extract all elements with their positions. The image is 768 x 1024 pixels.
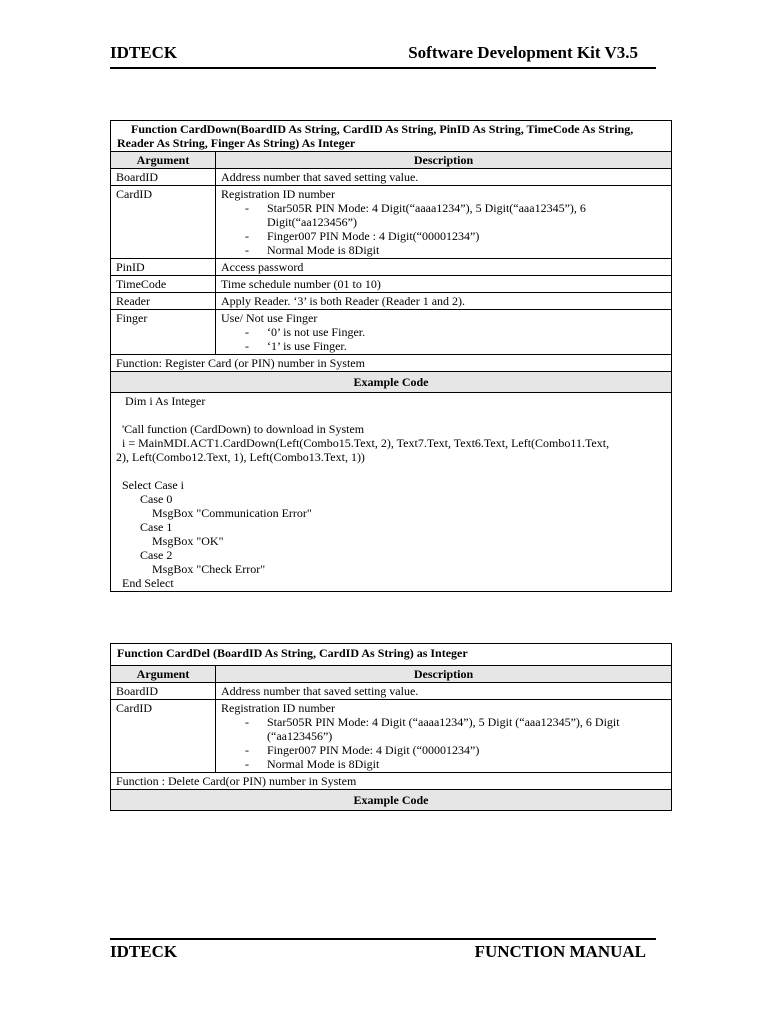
example-code-header: Example Code bbox=[111, 790, 672, 811]
description-list bbox=[221, 715, 666, 771]
description-list bbox=[221, 201, 666, 257]
argument-description bbox=[216, 700, 672, 773]
list-item: - Star505R PIN Mode: 4 Digit(“aaaa1234”), 5 Digit(“aaa12345”), 6 Digit(“aa123456”) bbox=[245, 201, 666, 229]
function-summary: Function : Delete Card(or PIN) number in System bbox=[111, 773, 672, 790]
table-row bbox=[111, 700, 672, 773]
carddown-signature: Function CardDown(BoardID As String, CardID As String, PinID As String, TimeCode As String, Reader As String, Finger As String) As Integer bbox=[111, 121, 672, 152]
argument-name: Finger bbox=[111, 310, 216, 355]
list-item: - ‘0’ is not use Finger. bbox=[245, 325, 666, 339]
argument-name: BoardID bbox=[111, 169, 216, 186]
footer-brand: IDTECK bbox=[110, 942, 178, 961]
table-row bbox=[111, 310, 672, 355]
argument-description: Access password bbox=[216, 259, 672, 276]
column-header-argument: Argument bbox=[111, 666, 216, 683]
argument-description: Address number that saved setting value. bbox=[216, 683, 672, 700]
argument-name: Reader bbox=[111, 293, 216, 310]
table-row bbox=[111, 186, 672, 259]
list-item: - Finger007 PIN Mode: 4 Digit (“00001234”) bbox=[245, 743, 666, 757]
argument-description: Apply Reader. ‘3’ is both Reader (Reader 1 and 2). bbox=[216, 293, 672, 310]
example-code-block: Dim i As Integer 'Call function (CardDown) to download in System i = MainMDI.ACT1.CardDown(Left(Combo15.Text, 2), Text7.Text, Text6.Text, Left(Combo11.Text, 2), Left(Combo12.Text, 1), Left(Combo13.Text, 1)) Select Case i Case 0 MsgBox "Communication Error" Case 1 MsgBox "OK" Case 2 MsgBox "Check Error" End Select bbox=[111, 393, 672, 592]
description-text: Registration ID number bbox=[221, 701, 335, 715]
list-item: - Finger007 PIN Mode : 4 Digit(“00001234”) bbox=[245, 229, 666, 243]
list-item: - Normal Mode is 8Digit bbox=[245, 757, 666, 771]
column-header-description: Description bbox=[216, 152, 672, 169]
header-rule bbox=[110, 67, 656, 69]
table-row bbox=[111, 169, 672, 186]
argument-name: BoardID bbox=[111, 683, 216, 700]
description-text: Use/ Not use Finger bbox=[221, 311, 318, 325]
carddel-signature: Function CardDel (BoardID As String, CardID As String) as Integer bbox=[111, 644, 672, 666]
argument-name: TimeCode bbox=[111, 276, 216, 293]
list-item: - ‘1’ is use Finger. bbox=[245, 339, 666, 353]
carddel-table bbox=[110, 643, 672, 811]
list-item: - Normal Mode is 8Digit bbox=[245, 243, 666, 257]
carddown-table bbox=[110, 120, 672, 592]
argument-description: Address number that saved setting value. bbox=[216, 169, 672, 186]
footer-title: FUNCTION MANUAL bbox=[474, 942, 646, 961]
description-text: Registration ID number bbox=[221, 187, 335, 201]
argument-name: PinID bbox=[111, 259, 216, 276]
header-title: Software Development Kit V3.5 bbox=[408, 43, 638, 62]
argument-name: CardID bbox=[111, 700, 216, 773]
example-code-header: Example Code bbox=[111, 372, 672, 393]
header-brand: IDTECK bbox=[110, 43, 178, 62]
footer-rule bbox=[110, 938, 656, 940]
column-header-description: Description bbox=[216, 666, 672, 683]
description-list bbox=[221, 325, 666, 353]
argument-description bbox=[216, 186, 672, 259]
argument-description bbox=[216, 310, 672, 355]
function-summary: Function: Register Card (or PIN) number in System bbox=[111, 355, 672, 372]
argument-description: Time schedule number (01 to 10) bbox=[216, 276, 672, 293]
list-item: - Star505R PIN Mode: 4 Digit (“aaaa1234”), 5 Digit (“aaa12345”), 6 Digit (“aa123456”) bbox=[245, 715, 666, 743]
column-header-argument: Argument bbox=[111, 152, 216, 169]
argument-name: CardID bbox=[111, 186, 216, 259]
table-row bbox=[111, 293, 672, 310]
table-row bbox=[111, 276, 672, 293]
table-row bbox=[111, 683, 672, 700]
table-row bbox=[111, 259, 672, 276]
